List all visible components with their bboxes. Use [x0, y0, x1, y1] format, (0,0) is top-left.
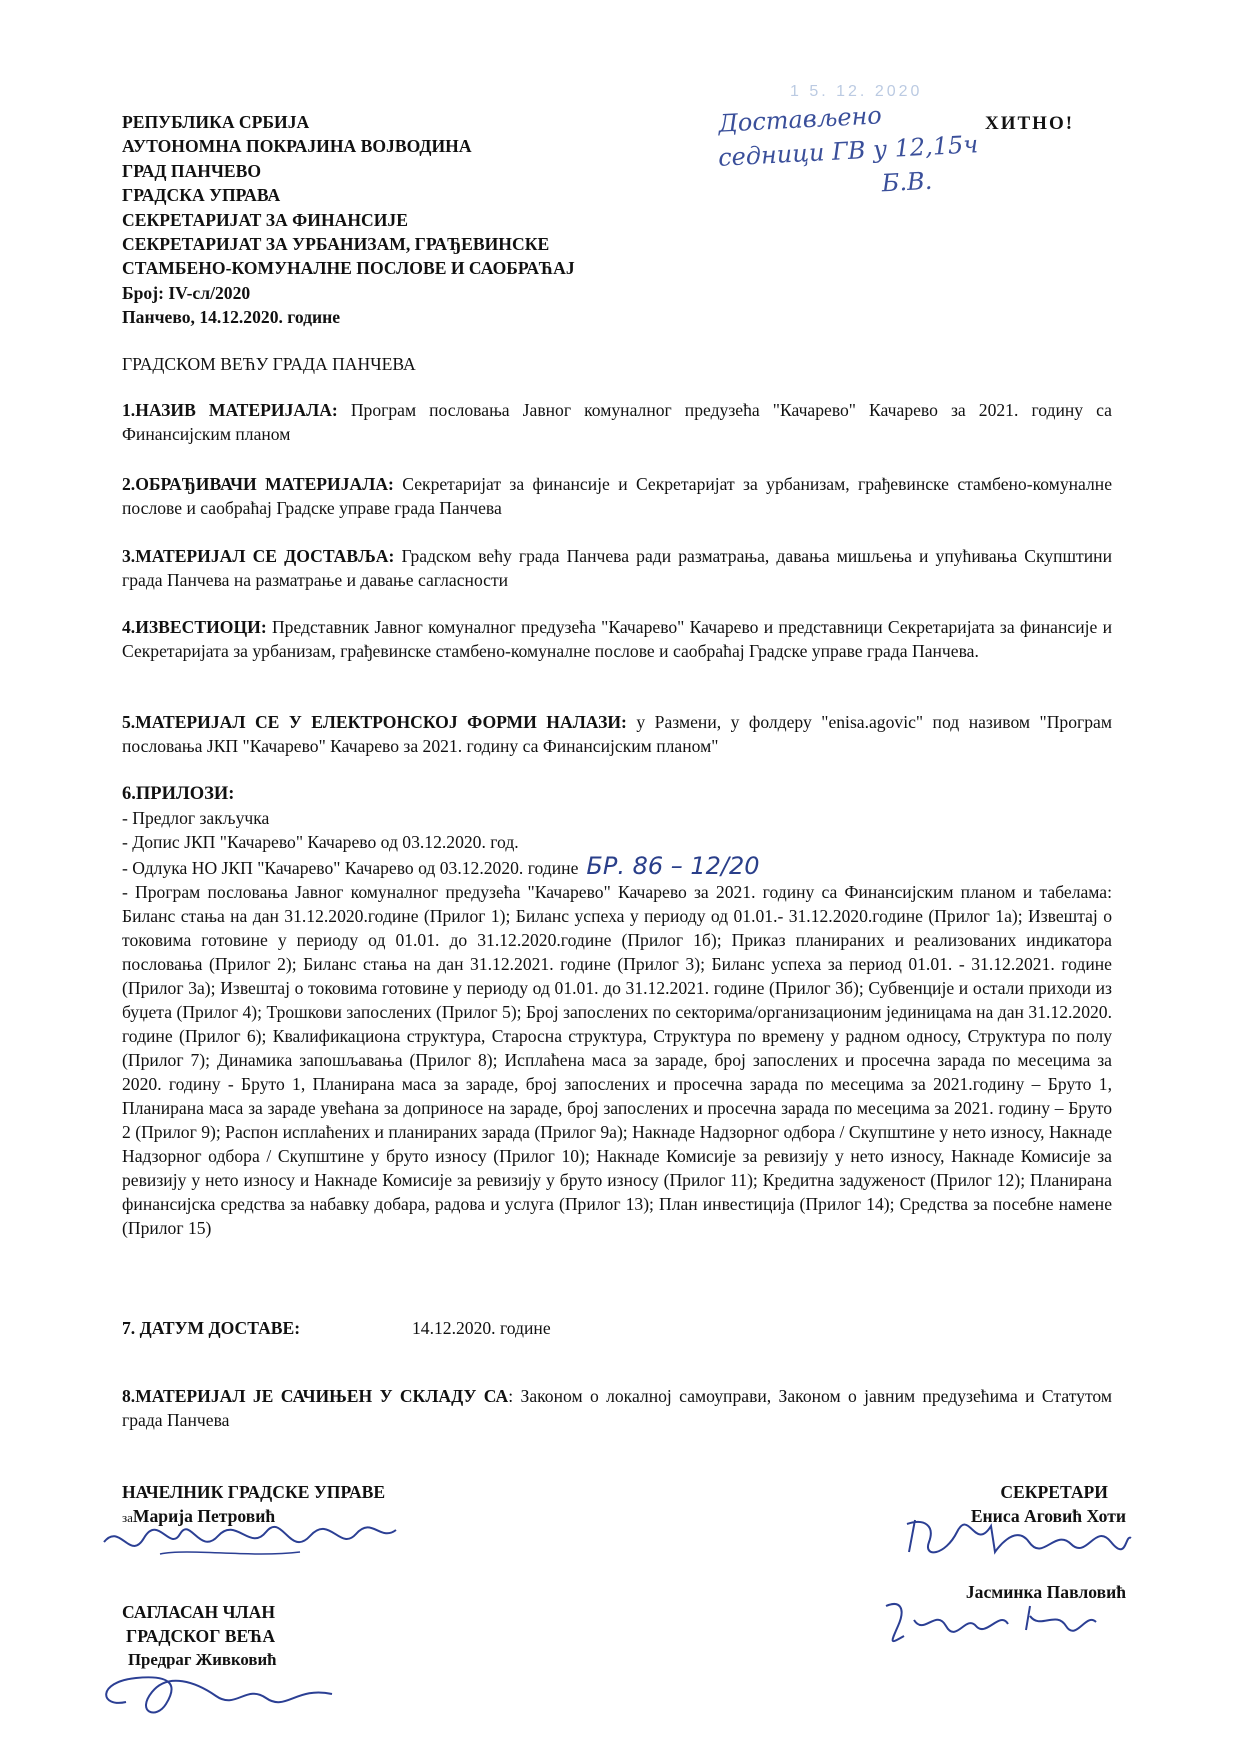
section-delivery-date	[122, 1316, 1112, 1340]
signature-right-2	[880, 1596, 1100, 1646]
section-legal-basis	[122, 1384, 1112, 1432]
signatory-title: СЕКРЕТАРИ	[1000, 1482, 1108, 1502]
section-label: 3.МАТЕРИЈАЛ СЕ ДОСТАВЉА:	[122, 546, 395, 566]
handwritten-note-line1: Достављено	[717, 101, 883, 138]
section-text: Представник Јавног комуналног предузећа "Качарево" Качарево и представници Секретаријата за финансије и Секретаријата за урбанизам, грађевинске стамбено-комуналне послове и саобраћај Градске управе града Панчева.	[122, 617, 1112, 661]
document-header	[122, 110, 575, 330]
header-line: РЕПУБЛИКА СРБИЈА	[122, 112, 310, 132]
section-label: 8.МАТЕРИЈАЛ ЈЕ САЧИЊЕН У СКЛАДУ СА	[122, 1386, 509, 1406]
section-label: 2.ОБРАЂИВАЧИ МАТЕРИЈАЛА:	[122, 474, 394, 494]
header-line: ГРАД ПАНЧЕВО	[122, 160, 262, 181]
attachment-item: - Допис ЈКП "Качарево" Качарево од 03.12.2020. год.	[122, 832, 519, 852]
signatory-name: Ениса Аговић Хоти	[970, 1506, 1126, 1526]
section-text: у Размени, у фолдеру "enisa.agovic" под називом "Програм пословања ЈКП "Качарево" Качарево за 2021. годину са Финансијским планом"	[122, 712, 1112, 756]
section-text: Секретаријат за финансије и Секретаријат за урбанизам, грађевинске стамбено-комуналне послове и саобраћај Градске управе града Панчева	[122, 474, 1112, 518]
section-reporters	[122, 615, 1112, 663]
handwritten-note-line2: седници ГВ у 12,15ч	[717, 130, 979, 172]
signatory-prefix: за	[122, 1510, 133, 1525]
member-title-line: САГЛАСАН ЧЛАН	[122, 1602, 276, 1622]
document-number: Број: IV-сл/2020	[122, 282, 251, 303]
signatory-name: Марија Петровић	[132, 1506, 276, 1526]
header-line: СЕКРЕТАРИЈАТ ЗА ФИНАНСИЈЕ	[122, 209, 408, 230]
section-electronic-location	[122, 710, 1112, 758]
council-member-block	[122, 1600, 276, 1672]
attachment-item: - Предлог закључка	[122, 808, 270, 828]
section-material-title	[122, 398, 1112, 446]
urgent-label: ХИТНО!	[985, 113, 1075, 134]
header-line: ГРАДСКА УПРАВА	[122, 185, 281, 206]
section-attachments	[122, 782, 1112, 1240]
attachment-item	[122, 854, 1112, 880]
addressee: ГРАДСКОМ ВЕЋУ ГРАДА ПАНЧЕВА	[122, 354, 416, 374]
header-line: АУТОНОМНА ПОКРАЈИНА ВОЈВОДИНА	[122, 136, 472, 157]
section-label: 6.ПРИЛОЗИ:	[122, 784, 235, 804]
handwritten-reference-number: БР. 86 – 12/20	[586, 852, 760, 880]
signature-left	[100, 1512, 400, 1572]
section-label: 5.МАТЕРИЈАЛ СЕ У ЕЛЕКТРОНСКОЈ ФОРМИ НАЛАЗИ:	[122, 712, 627, 732]
delivery-date-value: 14.12.2020. године	[412, 1318, 551, 1338]
section-text: : Законом о локалној самоуправи, Законом о јавним предузећима и Статутом града Панчева	[122, 1386, 1112, 1430]
section-label: 1.НАЗИВ МАТЕРИЈАЛА:	[122, 400, 338, 420]
member-name: Предраг Живковић	[128, 1650, 277, 1669]
received-date-stamp: 1 5. 12. 2020	[790, 83, 923, 100]
handwritten-note-line3: Б.В.	[881, 166, 933, 198]
header-line: СЕКРЕТАРИЈАТ ЗА УРБАНИЗАМ, ГРАЂЕВИНСКЕ	[122, 234, 550, 255]
signature-member	[96, 1668, 336, 1728]
signatory-name: Јасминка Павловић	[965, 1582, 1126, 1602]
signature-right-1	[905, 1512, 1135, 1562]
signatory-title: НАЧЕЛНИК ГРАДСКЕ УПРАВЕ	[122, 1482, 386, 1502]
section-text: Градском већу града Панчева ради разматрања, давања мишљења и упућивања Скупштини града Панчева на разматрање и давање сагласности	[122, 546, 1112, 590]
place-and-date: Панчево, 14.12.2020. године	[122, 307, 341, 328]
section-prepared-by	[122, 472, 1112, 520]
section-label: 7. ДАТУМ ДОСТАВЕ:	[122, 1318, 301, 1338]
section-label: 4.ИЗВЕСТИОЦИ:	[122, 617, 267, 637]
attachment-item-text: - Одлука НО ЈКП "Качарево" Качарево од 03.12.2020. године	[122, 858, 579, 878]
attachment-item: - Програм пословања Јавног комуналног предузећа "Качарево" Качарево за 2021. годину са Финансијским планом и табелама: Биланс стања на дан 31.12.2020.године (Прилог 1); Биланс успеха у периоду од 01.01.- 31.12.2020.године (Прилог 1а); Извештај о токовима готовине у периоду од 01.01. до 31.12.2020.године (Прилог 1б); Приказ планираних и реализованих индикатора пословања (Прилог 2); Биланс стања на дан 31.12.2021. године (Прилог 3); Биланс успеха за период 01.01. - 31.12.2021. године (Прилог 3а); Извештај о токовима готовине у периоду од 01.01. до 31.12.2021. године (Прилог 3б); Субвенције и остали приходи из буџета (Прилог 4); Трошкови запослених (Прилог 5); Број запослених по секторима/организационим јединицама на дан 31.12.2020. године (Прилог 6); Квалификациона структура, Старосна структура, Структура по времену у радном односу, Структура по полу (Прилог 7); Динамика запошљавања (Прилог 8); Исплаћена маса за зараде, број запослених и просечна зарада по месецима за 2020. годину - Бруто 1, Планирана маса за зараде, број запослених и просечна зарада по месецима за 2021.годину – Бруто 1, Планирана маса за зараде увећана за доприносе на зараде, број запослених и просечна зарада по месецима за 2021. годину – Бруто 2 (Прилог 9); Распон исплаћених и планираних зарада (Прилог 9а); Накнаде Надзорног одбора / Скупштине у нето износу, Накнаде Надзорног одбора / Скупштине у бруто износу (Прилог 10); Накнаде Комисије за ревизију у нето износу, Накнаде Комисије за ревизију у нето износу и Накнаде Комисије за ревизију у бруто износу (Прилог 11); Кредитна задуженост (Прилог 12); Планирана финансијска средства за набавку добара, радова и услуга (Прилог 13); План инвестиција (Прилог 14); Средства за посебне намене (Прилог 15)	[122, 882, 1112, 1238]
header-line: СТАМБЕНО-КОМУНАЛНЕ ПОСЛОВЕ И САОБРАЋАЈ	[122, 258, 575, 279]
section-text: Програм пословања Јавног комуналног предузећа "Качарево" Качарево за 2021. годину са Финансијским планом	[122, 400, 1112, 444]
handwritten-delivery-note	[718, 93, 981, 208]
member-title-line: ГРАДСКОГ ВЕЋА	[126, 1626, 276, 1646]
section-delivered-to	[122, 544, 1112, 592]
